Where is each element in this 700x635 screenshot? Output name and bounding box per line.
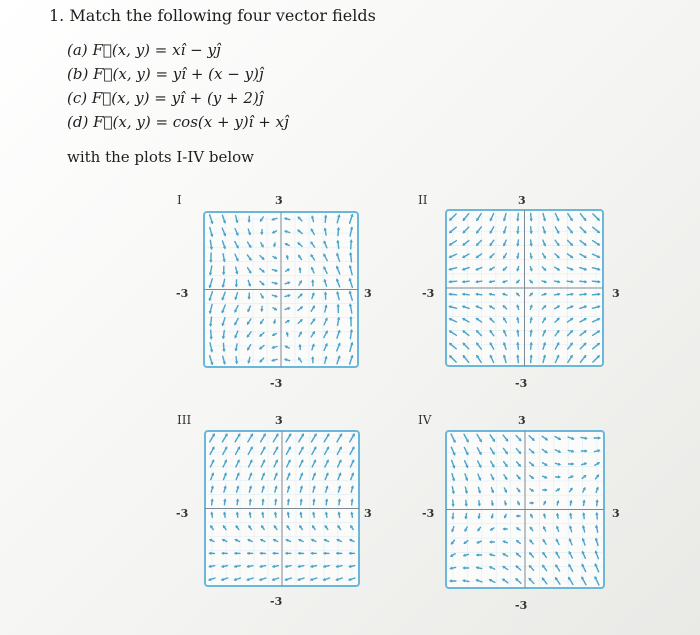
top-tick: 3 — [275, 414, 283, 427]
right-tick: 3 — [364, 287, 372, 300]
field-formula: F⃗(x, y) = cos(x + y)î + xĵ — [93, 113, 289, 131]
field-formula: F⃗(x, y) = yî + (x − y)ĵ — [93, 65, 264, 83]
left-tick: -3 — [422, 507, 435, 520]
top-tick: 3 — [518, 194, 526, 207]
bottom-tick: -3 — [515, 377, 528, 390]
field-label: (c) — [67, 89, 88, 107]
left-tick: -3 — [176, 287, 189, 300]
instruction-text: with the plots I-IV below — [67, 148, 255, 166]
left-tick: -3 — [422, 287, 435, 300]
left-tick: -3 — [176, 507, 189, 520]
plot-label: II — [418, 193, 428, 207]
field-label: (d) — [67, 113, 89, 131]
top-tick: 3 — [518, 414, 526, 427]
plot-label: III — [177, 413, 192, 427]
right-tick: 3 — [612, 287, 620, 300]
plot-I — [176, 193, 372, 390]
bottom-tick: -3 — [515, 599, 528, 612]
plot-label: I — [177, 193, 182, 207]
plot-label: IV — [418, 413, 432, 427]
bottom-tick: -3 — [270, 595, 283, 608]
field-formula: F⃗(x, y) = yî + (y + 2)ĵ — [91, 89, 264, 107]
right-tick: 3 — [612, 507, 620, 520]
right-tick: 3 — [364, 507, 372, 520]
plot-II — [418, 193, 620, 390]
top-tick: 3 — [275, 194, 283, 207]
field-label: (a) — [67, 41, 88, 59]
field-formula: F⃗(x, y) = xî − yĵ — [92, 41, 221, 59]
plot-IV — [418, 413, 620, 612]
plot-III — [176, 413, 372, 608]
field-label: (b) — [67, 65, 89, 83]
question-title: 1. Match the following four vector fields — [49, 6, 376, 25]
bottom-tick: -3 — [270, 377, 283, 390]
